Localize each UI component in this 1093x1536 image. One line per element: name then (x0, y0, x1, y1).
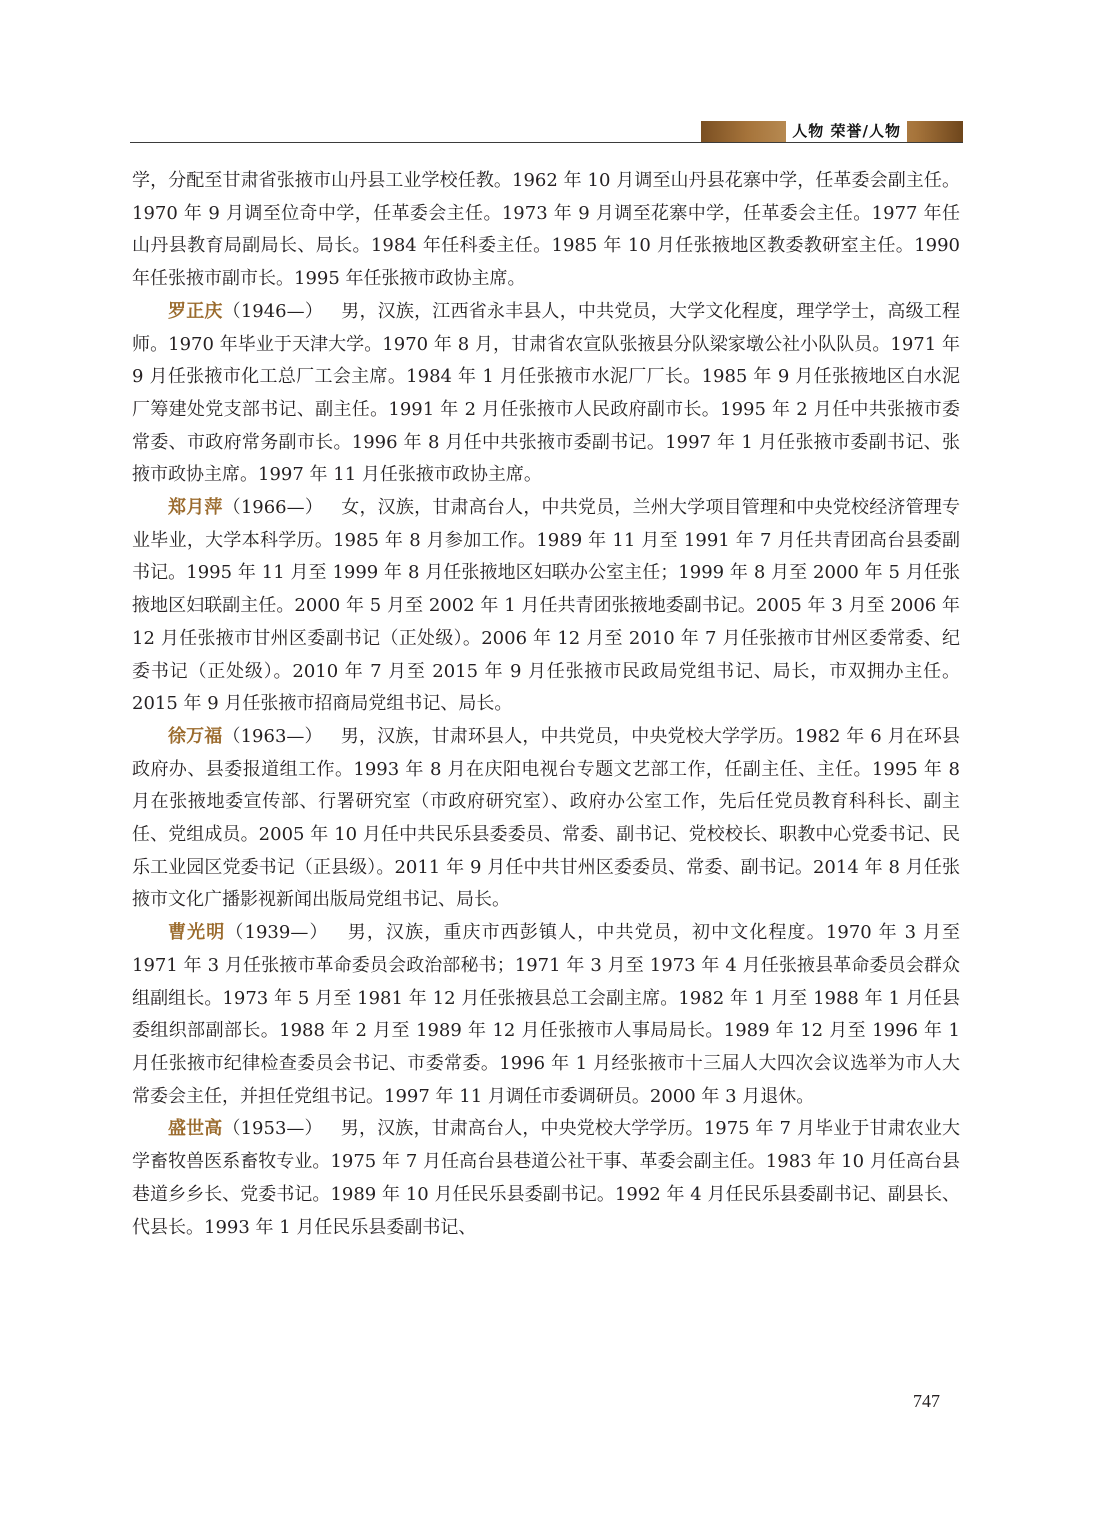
person-years: （1963—） (222, 725, 323, 747)
paragraph-text: 学，分配至甘肃省张掖市山丹县工业学校任教。1962 年 10 月调至山丹县花寨中学，任革委会副主任。1970 年 9 月调至位奇中学，任革委会主任。1973 年 9 月调至花寨中学，任革委会主任。1977 年任山丹县教育局副局长、局长。1984 年任科委主任。1985 年 10 月任张掖地区教委教研室主任。1990 年任张掖市副市长。1995 年任张掖市政协主席。 (132, 170, 960, 290)
person-name: 曹光明 (168, 922, 226, 944)
section-label: 人物 荣誉/人物 (786, 121, 907, 142)
running-header (130, 121, 963, 143)
person-years: （1946—） (222, 300, 324, 322)
person-name: 徐万福 (168, 725, 223, 747)
biography-text: 男，汉族，江西省永丰县人，中共党员，大学文化程度，理学学士，高级工程师。1970 年毕业于天津大学。1970 年 8 月，甘肃省农宣队张掖县分队梁家墩公社小队队员。1971 年 9 月任张掖市化工总厂工会主席。1984 年 1 月任张掖市水泥厂厂长。1985 年 9 月任张掖地区白水泥厂筹建处党支部书记、副主任。1991 年 2 月任张掖市人民政府副市长。1995 年 2 月任中共张掖市委常委、市政府常务副市长。1996 年 8 月任中共张掖市委副书记。1997 年 1 月任张掖市委副书记、张掖市政协主席。1997 年 11 月任张掖市政协主席。 (132, 300, 961, 486)
biography-entry (132, 917, 960, 1113)
biography-entry (132, 296, 960, 492)
biography-entry (132, 721, 960, 917)
person-name: 罗正庆 (168, 300, 223, 322)
page-number: 747 (913, 1391, 940, 1411)
person-name: 盛世高 (168, 1118, 223, 1140)
person-years: （1939—） (225, 922, 329, 944)
biography-text: 男，汉族，甘肃环县人，中共党员，中央党校大学学历。1982 年 6 月在环县政府办、县委报道组工作。1993 年 8 月在庆阳电视台专题文艺部工作，任副主任、主任。1995 年 8 月在张掖地委宣传部、行署研究室（市政府研究室）、政府办公室工作，先后任党员教育科科长、副主任、党组成员。2005 年 10 月任中共民乐县委委员、常委、副书记、党校校长、职教中心党委书记、民乐工业园区党委书记（正县级）。2011 年 9 月任中共甘州区委委员、常委、副书记。2014 年 8 月任张掖市文化广播影视新闻出版局党组书记、局长。 (132, 725, 961, 911)
biography-entry (132, 492, 960, 721)
paragraph-continued (132, 165, 960, 296)
biography-text: 男，汉族，重庆市西彭镇人，中共党员，初中文化程度。1970 年 3 月至 1971 年 3 月任张掖市革命委员会政治部秘书；1971 年 3 月至 1973 年 4 月任张掖县革命委员会群众组副组长。1973 年 5 月至 1981 年 12 月任张掖县总工会副主席。1982 年 1 月至 1988 年 1 月任县委组织部副部长。1988 年 2 月至 1989 年 12 月任张掖市人事局局长。1989 年 12 月至 1996 年 1 月任张掖市纪律检查委员会书记、市委常委。1996 年 1 月经张掖市十三届人大四次会议选举为市人大常委会主任，并担任党组书记。1997 年 11 月调任市委调研员。2000 年 3 月退休。 (132, 922, 960, 1107)
person-years: （1953—） (222, 1118, 323, 1140)
person-years: （1966—） (222, 497, 324, 519)
body-text (132, 165, 960, 1244)
biography-text: 女，汉族，甘肃高台人，中共党员，兰州大学项目管理和中央党校经济管理专业毕业，大学本科学历。1985 年 8 月参加工作。1989 年 11 月至 1991 年 7 月任共青团高台县委副书记。1995 年 11 月至 1999 年 8 月任张掖地区妇联办公室主任；1999 年 8 月至 2000 年 5 月任张掖地区妇联副主任。2000 年 5 月至 2002 年 1 月任共青团张掖地委副书记。2005 年 3 月至 2006 年 12 月任张掖市甘州区委副书记（正处级）。2006 年 12 月至 2010 年 7 月任张掖市甘州区委常委、纪委书记（正处级）。2010 年 7 月至 2015 年 9 月任张掖市民政局党组书记、局长，市双拥办主任。2015 年 9 月任张掖市招商局党组书记、局长。 (132, 497, 961, 715)
person-name: 郑月萍 (168, 497, 223, 519)
biography-entry (132, 1113, 960, 1244)
header-rule (130, 142, 963, 143)
biography-text: 男，汉族，甘肃高台人，中央党校大学学历。1975 年 7 月毕业于甘肃农业大学畜牧兽医系畜牧专业。1975 年 7 月任高台县巷道公社干事、革委会副主任。1983 年 10 月任高台县巷道乡乡长、党委书记。1989 年 10 月任民乐县委副书记。1992 年 4 月任民乐县委副书记、副县长、代县长。1993 年 1 月任民乐县委副书记、 (132, 1118, 961, 1238)
